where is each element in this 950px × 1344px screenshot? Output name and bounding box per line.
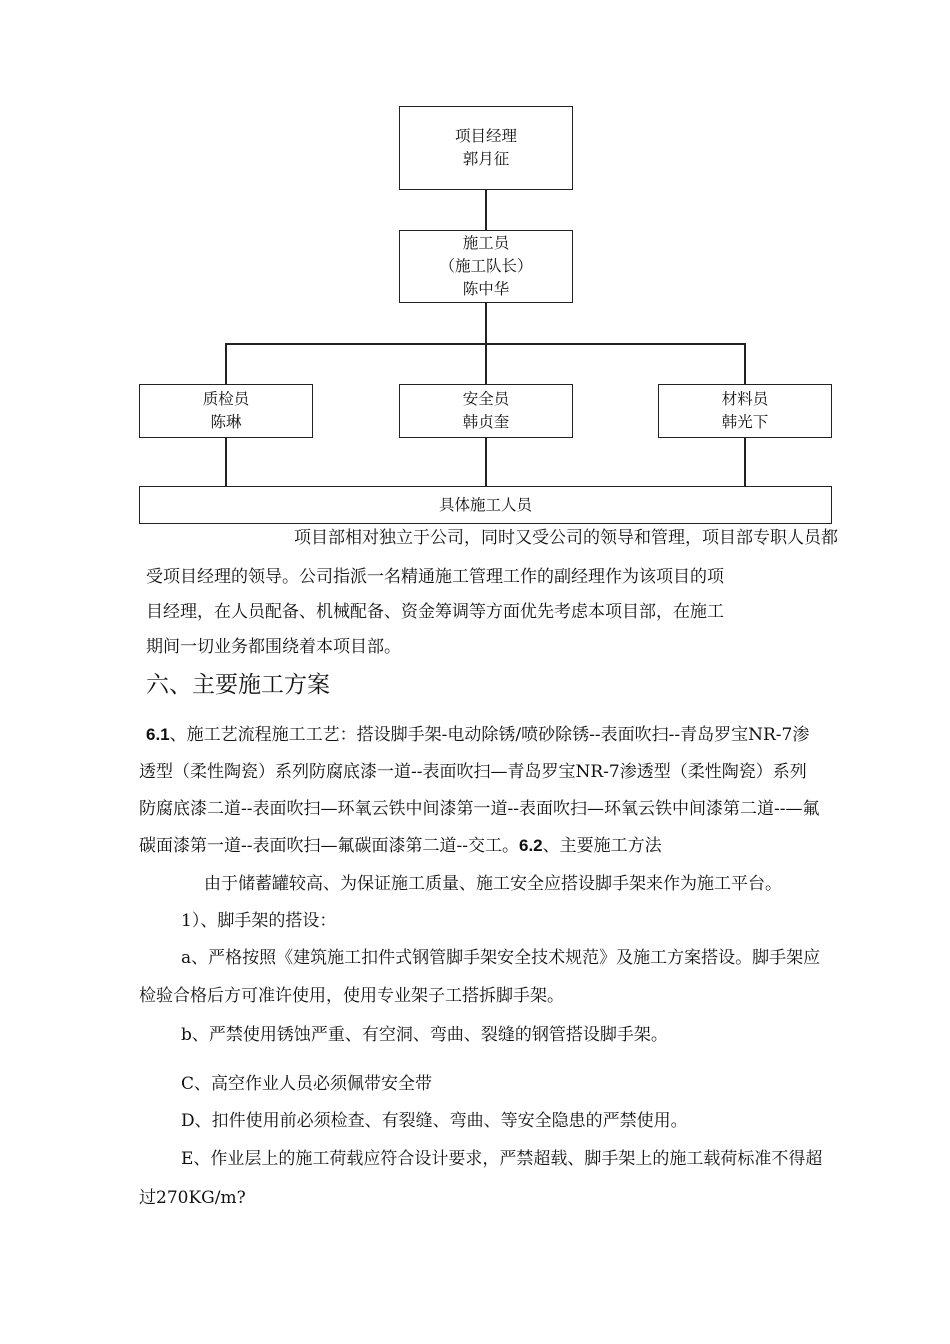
item-a-line-2: 检验合格后方可准许使用，使用专业架子工搭拆脚手架。: [139, 986, 564, 1006]
item-a-line-1: a、严格按照《建筑施工扣件式钢管脚手架安全技术规范》及施工方案搭设。脚手架应: [181, 948, 821, 968]
manager-name: 郭月征: [462, 150, 510, 168]
connector-quality-workers: [225, 437, 227, 487]
item-1: 1）、脚手架的搭设：: [181, 911, 337, 931]
safety-name: 韩贞奎: [462, 413, 510, 431]
materials-box: [658, 384, 832, 438]
workers-label: 具体施工人员: [438, 495, 532, 514]
intro-line-1: 项目部相对独立于公司，同时又受公司的领导和管理，项目部专职人员都: [294, 528, 838, 548]
workers-box: [139, 486, 832, 524]
quality-name: 陈琳: [210, 413, 242, 431]
p62-title: 、主要施工方法: [542, 836, 662, 856]
item-b: b、严禁使用锈蚀严重、有空洞、弯曲、裂缝的钢管搭设脚手架。: [181, 1025, 668, 1045]
connector-manager-constructor: [485, 189, 487, 231]
item-d: D、扣件使用前必须检查、有裂缝、弯曲、等安全隐患的严禁使用。: [181, 1111, 688, 1131]
p61-line-4-text: 碳面漆第一道--表面吹扫—氟碳面漆第二道--交工。: [139, 836, 519, 856]
item-c: C、高空作业人员必须佩带安全带: [181, 1074, 433, 1094]
item-e-line-2: 过270KG/m?: [139, 1188, 246, 1208]
constructor-title: 施工员: [462, 234, 510, 252]
p61-line-1: [146, 724, 809, 746]
intro-line-4: 期间一切业务都围绕着本项目部。: [146, 637, 401, 657]
constructor-subtitle: （施工队长）: [439, 257, 533, 275]
p61-line-3: 防腐底漆二道--表面吹扫—环氧云铁中间漆第一道--表面吹扫—环氧云铁中间漆第二道--—氟: [139, 799, 820, 819]
manager-box: [399, 106, 573, 190]
connector-safety-workers: [485, 437, 487, 487]
quality-box: [139, 384, 313, 438]
intro-line-2: 受项目经理的领导。公司指派一名精通施工管理工作的副经理作为该项目的项: [146, 567, 724, 587]
item-e-line-1: E、作业层上的施工荷载应符合设计要求，严禁超载、脚手架上的施工载荷标准不得超: [181, 1149, 823, 1169]
manager-title: 项目经理: [454, 127, 517, 145]
p62-intro: 由于储蓄罐较高、为保证施工质量、施工安全应搭设脚手架来作为施工平台。: [204, 874, 782, 894]
section-heading: 六、主要施工方案: [146, 672, 330, 698]
connector-branch-quality: [225, 343, 227, 385]
section-number-6-1: 6.1: [146, 725, 170, 744]
intro-line-3: 目经理，在人员配备、机械配备、资金筹调等方面优先考虑本项目部，在施工: [146, 602, 724, 622]
connector-branch-materials: [744, 343, 746, 385]
p61-line-2: 透型（柔性陶瓷）系列防腐底漆一道--表面吹扫—青岛罗宝NR-7渗透型（柔性陶瓷）系列: [139, 762, 807, 782]
p61-line-4: [139, 835, 662, 857]
connector-constructor-branch: [485, 302, 487, 344]
materials-name: 韩光下: [721, 413, 769, 431]
safety-title: 安全员: [462, 390, 510, 408]
constructor-box: [399, 230, 573, 303]
section-number-6-2: 6.2: [518, 836, 543, 855]
quality-title: 质检员: [202, 390, 250, 408]
materials-title: 材料员: [721, 390, 769, 408]
p61-line-1-text: 、施工艺流程施工工艺：搭设脚手架-电动除锈/喷砂除锈--表面吹扫--青岛罗宝NR-7渗: [169, 725, 810, 745]
connector-materials-workers: [744, 437, 746, 487]
org-chart: [0, 0, 950, 530]
connector-branch-safety: [485, 343, 487, 385]
constructor-name: 陈中华: [462, 280, 510, 298]
safety-box: [399, 384, 573, 438]
